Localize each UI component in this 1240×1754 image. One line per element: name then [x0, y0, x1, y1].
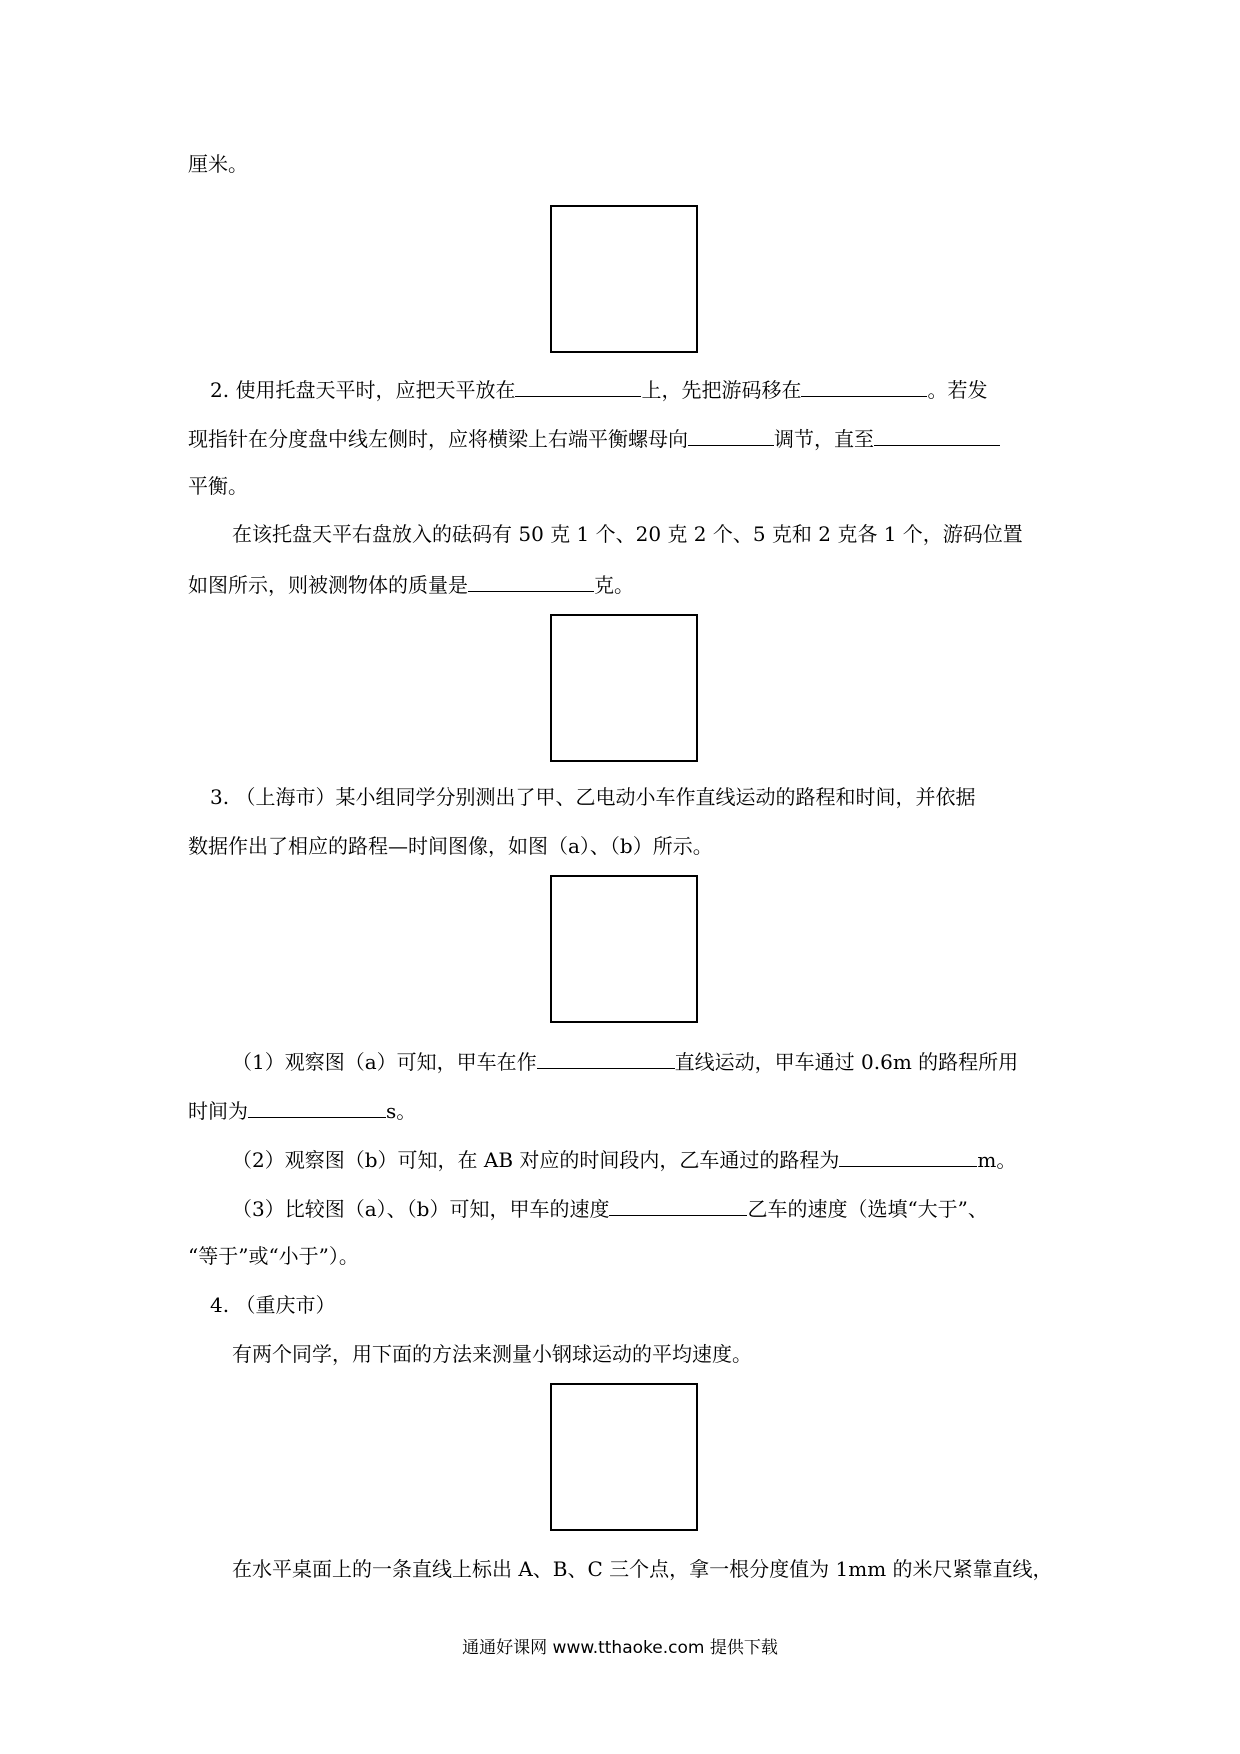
text-segment: 。若发 — [927, 378, 988, 402]
question-2-line-4: 在该托盘天平右盘放入的砝码有 50 克 1 个、20 克 2 个、5 克和 2 克各 1 个，游码位置 — [232, 522, 1023, 546]
question-4-line-3: 在水平桌面上的一条直线上标出 A、B、C 三个点，拿一根分度值为 1mm 的米尺紧靠直线， — [232, 1557, 1053, 1581]
answer-blank[interactable] — [688, 423, 774, 446]
text-segment: s。 — [386, 1099, 417, 1123]
text-segment: m。 — [977, 1148, 1017, 1172]
question-2-line-5 — [188, 569, 634, 599]
question-3-sub-1-cont — [188, 1095, 416, 1125]
answer-blank[interactable] — [801, 374, 927, 397]
answer-blank[interactable] — [874, 423, 1000, 446]
figure-placeholder — [550, 205, 698, 353]
question-2-line-3: 平衡。 — [188, 474, 248, 498]
text-segment: 乙车的速度（选填“大于”、 — [747, 1197, 988, 1221]
text-segment: （3）比较图（a）、（b）可知，甲车的速度 — [232, 1197, 610, 1221]
question-4-line-1: 4. （重庆市） — [210, 1293, 336, 1317]
answer-blank[interactable] — [609, 1193, 747, 1216]
question-4-line-2: 有两个同学，用下面的方法来测量小钢球运动的平均速度。 — [232, 1342, 752, 1366]
text-segment: 调节，直至 — [774, 427, 874, 451]
question-2-line-2 — [188, 423, 1000, 453]
question-3-line-1: 3. （上海市）某小组同学分别测出了甲、乙电动小车作直线运动的路程和时间，并依据 — [210, 785, 976, 809]
question-3-sub-1 — [232, 1046, 1018, 1076]
answer-blank[interactable] — [248, 1095, 386, 1118]
text-segment: 克。 — [594, 573, 634, 597]
text-segment: 直线运动，甲车通过 0.6m 的路程所用 — [674, 1050, 1019, 1074]
question-3-sub-2 — [232, 1144, 1016, 1174]
text-segment: 现指针在分度盘中线左侧时，应将横梁上右端平衡螺母向 — [188, 427, 688, 451]
text-segment: 时间为 — [188, 1099, 248, 1123]
figure-placeholder — [550, 875, 698, 1023]
question-3-line-2: 数据作出了相应的路程—时间图像，如图（a）、（b）所示。 — [188, 834, 713, 858]
question-2-line-1 — [210, 374, 987, 404]
question-3-sub-3 — [232, 1193, 988, 1223]
answer-blank[interactable] — [537, 1046, 675, 1069]
answer-blank[interactable] — [839, 1144, 977, 1167]
question-3-sub-3-cont: “等于”或“小于”）。 — [188, 1244, 359, 1268]
text-segment: 上，先把游码移在 — [641, 378, 802, 402]
text-line: 厘米。 — [188, 152, 248, 176]
answer-blank[interactable] — [468, 569, 594, 592]
text-segment: （1）观察图（a）可知，甲车在作 — [232, 1050, 537, 1074]
figure-placeholder — [550, 614, 698, 762]
figure-placeholder — [550, 1383, 698, 1531]
text-segment: （2）观察图（b）可知，在 AB 对应的时间段内，乙车通过的路程为 — [232, 1148, 840, 1172]
page-footer: 通通好课网 www.tthaoke.com 提供下载 — [462, 1638, 778, 1658]
answer-blank[interactable] — [515, 374, 641, 397]
text-segment: 2. 使用托盘天平时，应把天平放在 — [210, 378, 516, 402]
text-segment: 如图所示，则被测物体的质量是 — [188, 573, 468, 597]
